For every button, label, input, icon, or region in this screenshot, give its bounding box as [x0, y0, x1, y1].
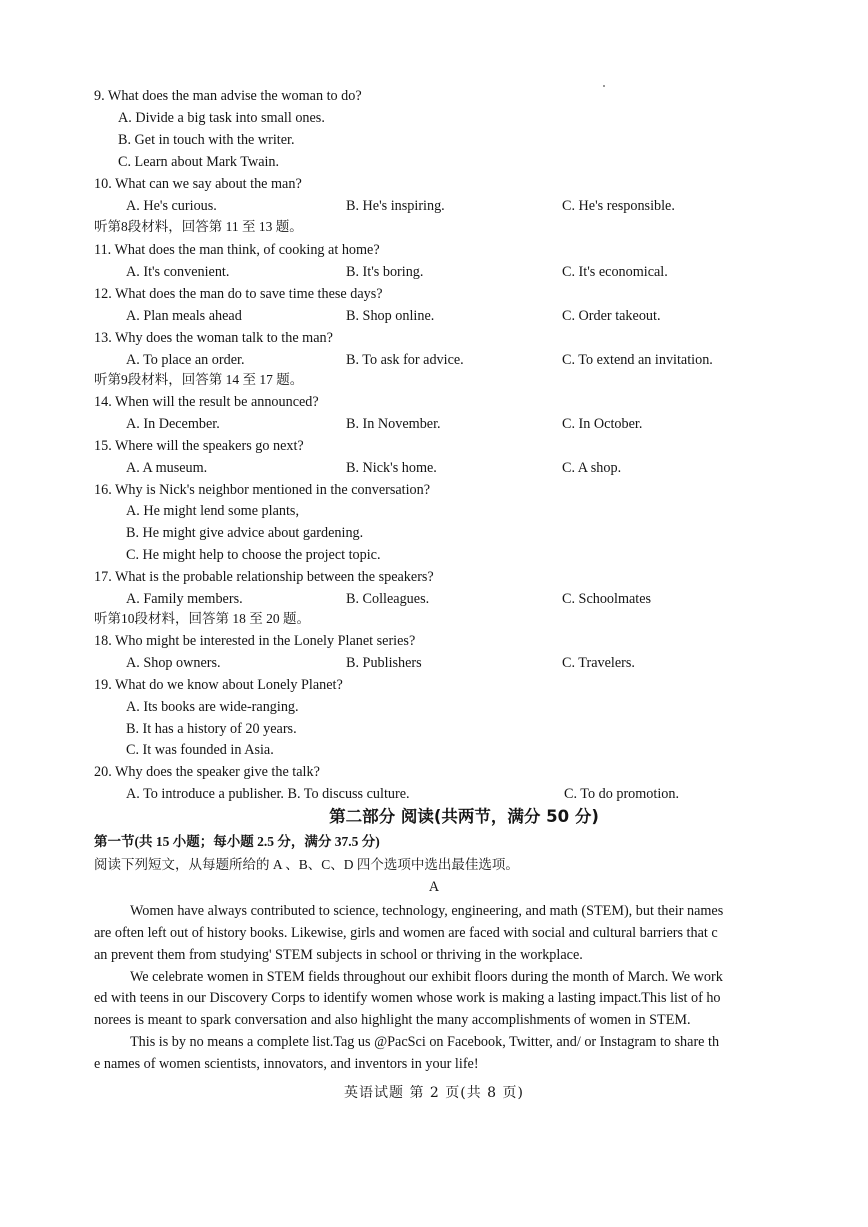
question-20-stem: 20. Why does the speaker give the talk?	[94, 764, 320, 780]
question-10-option-a: A. He's curious.	[126, 198, 217, 214]
question-11-stem: 11. What does the man think, of cooking at home?	[94, 242, 380, 258]
question-12-option-c: C. Order takeout.	[562, 308, 661, 324]
question-12-stem: 12. What does the man do to save time these days?	[94, 286, 383, 302]
question-13-option-c: C. To extend an invitation.	[562, 352, 713, 368]
question-18-option-a: A. Shop owners.	[126, 655, 221, 671]
listening-note-9: 听第9段材料，回答第 14 至 17 题。	[94, 372, 304, 387]
question-12-option-a: A. Plan meals ahead	[126, 308, 242, 324]
question-15-option-a: A. A museum.	[126, 460, 208, 476]
question-17-stem: 17. What is the probable relationship between the speakers?	[94, 569, 434, 585]
question-12-option-b: B. Shop online.	[346, 308, 435, 324]
question-16-option-a: A. He might lend some plants,	[126, 503, 299, 519]
question-19-option-b: B. It has a history of 20 years.	[126, 721, 297, 737]
section-1-title: 第一节(共 15 小题；每小题 2.5 分，满分 37.5 分)	[94, 834, 380, 849]
question-10-stem: 10. What can we say about the man?	[94, 176, 302, 192]
question-16-option-c: C. He might help to choose the project topic.	[126, 547, 381, 563]
listening-note-10: 听第10段材料，回答第 18 至 20 题。	[94, 611, 310, 626]
question-11-option-c: C. It's economical.	[562, 264, 668, 280]
question-13-option-b: B. To ask for advice.	[346, 352, 464, 368]
question-16-option-b: B. He might give advice about gardening.	[126, 525, 364, 541]
question-13-option-a: A. To place an order.	[126, 352, 245, 368]
question-20-option-c: C. To do promotion.	[564, 786, 680, 802]
question-17-option-c: C. Schoolmates	[562, 591, 652, 607]
question-9-option-b: B. Get in touch with the writer.	[118, 132, 295, 148]
question-19-option-c: C. It was founded in Asia.	[126, 742, 274, 758]
question-11-option-b: B. It's boring.	[346, 264, 424, 280]
question-16-stem: 16. Why is Nick's neighbor mentioned in the conversation?	[94, 482, 431, 498]
passage-paragraph-1-line-1: Women have always contributed to science, technology, engineering, and math (STEM), but their names	[130, 903, 724, 919]
passage-paragraph-1-line-2: are often left out of history books. Likewise, girls and women are faced with social and cultural barriers that c	[94, 925, 718, 941]
question-17-option-a: A. Family members.	[126, 591, 243, 607]
question-15-option-c: C. A shop.	[562, 460, 622, 476]
page-footer: 英语试题 第 2 页(共 8 页)	[344, 1085, 524, 1101]
question-9-stem: 9. What does the man advise the woman to do?	[94, 88, 362, 104]
question-19-stem: 19. What do we know about Lonely Planet?	[94, 677, 343, 693]
scan-speck	[603, 85, 605, 87]
passage-paragraph-1-line-3: an prevent them from studying' STEM subjects in school or thriving in the workplace.	[94, 947, 583, 963]
question-14-stem: 14. When will the result be announced?	[94, 394, 319, 410]
question-17-option-b: B. Colleagues.	[346, 591, 430, 607]
question-14-option-a: A. In December.	[126, 416, 220, 432]
passage-paragraph-2-line-2: ed with teens in our Discovery Corps to identify women whose work is making a lasting impact.This list of ho	[94, 990, 721, 1006]
passage-paragraph-2-line-3: norees is meant to spark conversation and also highlight the many accomplishments of women in STEM.	[94, 1012, 691, 1028]
passage-paragraph-3-line-1: This is by no means a complete list.Tag us @PacSci on Facebook, Twitter, and/ or Instagram to share th	[130, 1034, 720, 1050]
reading-instruction: 阅读下列短文，从每题所给的 A 、B、C、D 四个选项中选出最佳选项。	[94, 857, 519, 872]
question-10-option-b: B. He's inspiring.	[346, 198, 445, 214]
question-15-option-b: B. Nick's home.	[346, 460, 437, 476]
question-9-option-a: A. Divide a big task into small ones.	[118, 110, 325, 126]
question-10-option-c: C. He's responsible.	[562, 198, 675, 214]
question-11-option-a: A. It's convenient.	[126, 264, 230, 280]
question-20-options-ab: A. To introduce a publisher. B. To discuss culture.	[126, 786, 410, 802]
question-18-option-b: B. Publishers	[346, 655, 422, 671]
question-13-stem: 13. Why does the woman talk to the man?	[94, 330, 333, 346]
question-14-option-c: C. In October.	[562, 416, 643, 432]
passage-paragraph-3-line-2: e names of women scientists, innovators, and inventors in your life!	[94, 1056, 479, 1072]
question-14-option-b: B. In November.	[346, 416, 441, 432]
passage-label: A	[428, 879, 440, 895]
question-18-option-c: C. Travelers.	[562, 655, 635, 671]
question-18-stem: 18. Who might be interested in the Lonely Planet series?	[94, 633, 416, 649]
listening-note-8: 听第8段材料，回答第 11 至 13 题。	[94, 219, 303, 234]
passage-paragraph-2-line-1: We celebrate women in STEM fields throughout our exhibit floors during the month of March. We work	[130, 969, 723, 985]
question-9-option-c: C. Learn about Mark Twain.	[118, 154, 280, 170]
question-15-stem: 15. Where will the speakers go next?	[94, 438, 304, 454]
question-19-option-a: A. Its books are wide-ranging.	[126, 699, 299, 715]
part-2-heading: 第二部分 阅读(共两节，满分 50 分)	[329, 807, 599, 826]
